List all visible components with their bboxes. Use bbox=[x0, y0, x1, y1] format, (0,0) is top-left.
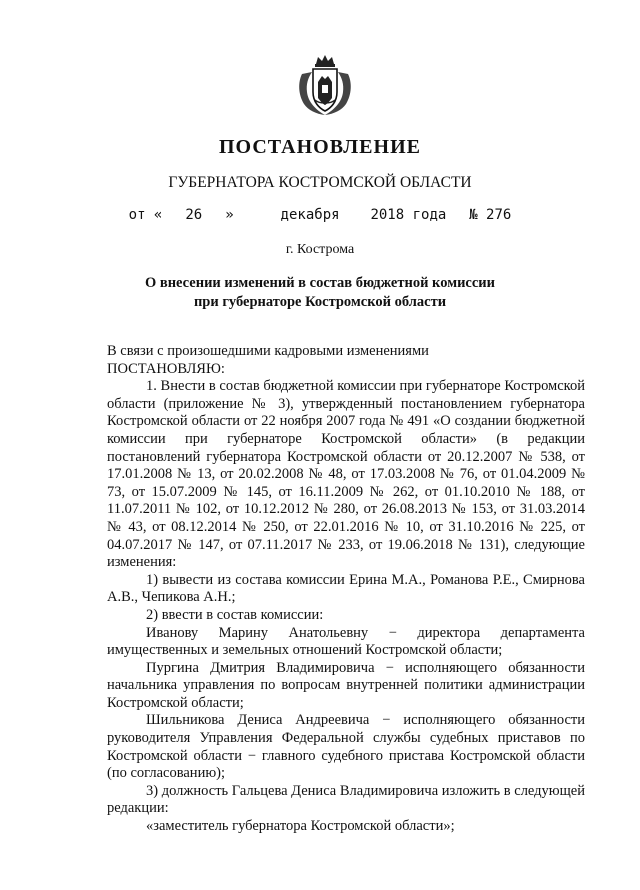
document-body bbox=[107, 343, 585, 836]
date-month: декабря bbox=[280, 207, 340, 223]
document-title: ПОСТАНОВЛЕНИЕ bbox=[219, 136, 421, 158]
subject-heading bbox=[0, 274, 640, 312]
subject-line-2: при губернаторе Костромской области bbox=[193, 294, 447, 310]
body-paragraph: Шильникова Дениса Андреевича − исполняющего обязанности руководителя Управления Федеральной службы судебных приставов по Костромской области − главного судебного пристава Костромской области (по согласованию); bbox=[107, 712, 585, 782]
body-paragraph: Пургина Дмитрия Владимировича − исполняющего обязанности начальника управления по вопросам внутренней политики администрации Костромской области; bbox=[107, 659, 585, 711]
city-label: г. Кострома bbox=[285, 242, 355, 257]
date-suffix: » bbox=[225, 207, 234, 223]
body-paragraph: 3) должность Гальцева Дениса Владимировича изложить в следующей редакции: bbox=[107, 782, 585, 817]
date-day: 26 bbox=[185, 207, 203, 223]
body-paragraph: «заместитель губернатора Костромской области»; bbox=[146, 818, 455, 835]
body-paragraph: 1. Внести в состав бюджетной комиссии при губернаторе Костромской области (приложение № 3), утвержденный постановлением губернатора Костромской области от 22 ноября 2007 года № 491 «О создании бюджетной комиссии при губернаторе Костромской области» (в редакции постановлений губернатора Костромской области от 20.12.2007 № 538, от 17.01.2008 № 13, от 20.02.2008 № 48, от 17.03.2008 № 76, от 01.04.2009 № 73, от 15.07.2009 № 145, от 16.11.2009 № 262, от 01.10.2010 № 188, от 11.07.2011 № 102, от 10.12.2012 № 280, от 26.08.2013 № 153, от 31.03.2014 № 43, от 08.12.2014 № 250, от 22.01.2016 № 10, от 31.10.2016 № 225, от 04.07.2017 № 147, от 07.11.2017 № 233, от 19.06.2018 № 131), следующие изменения: bbox=[107, 378, 585, 571]
subject-line-1: О внесении изменений в состав бюджетной комиссии bbox=[144, 275, 496, 291]
coat-of-arms-emblem bbox=[296, 52, 354, 118]
body-paragraph: 2) ввести в состав комиссии: bbox=[146, 606, 324, 623]
date-year: 2018 года bbox=[370, 207, 447, 223]
body-paragraph: В связи с произошедшими кадровыми изменениями bbox=[107, 343, 429, 359]
number-sign: № bbox=[469, 207, 478, 223]
date-line bbox=[0, 207, 640, 223]
date-prefix: от « bbox=[128, 207, 163, 223]
body-paragraph: Иванову Марину Анатольевну − директора департамента имущественных и земельных отношений Костромской области; bbox=[107, 624, 585, 659]
document-subtitle: ГУБЕРНАТОРА КОСТРОМСКОЙ ОБЛАСТИ bbox=[168, 174, 472, 191]
body-paragraph: ПОСТАНОВЛЯЮ: bbox=[107, 360, 225, 377]
body-paragraph: 1) вывести из состава комиссии Ерина М.А., Романова Р.Е., Смирнова А.В., Чепикова А.Н.; bbox=[107, 571, 585, 606]
document-number: 276 bbox=[486, 207, 512, 223]
